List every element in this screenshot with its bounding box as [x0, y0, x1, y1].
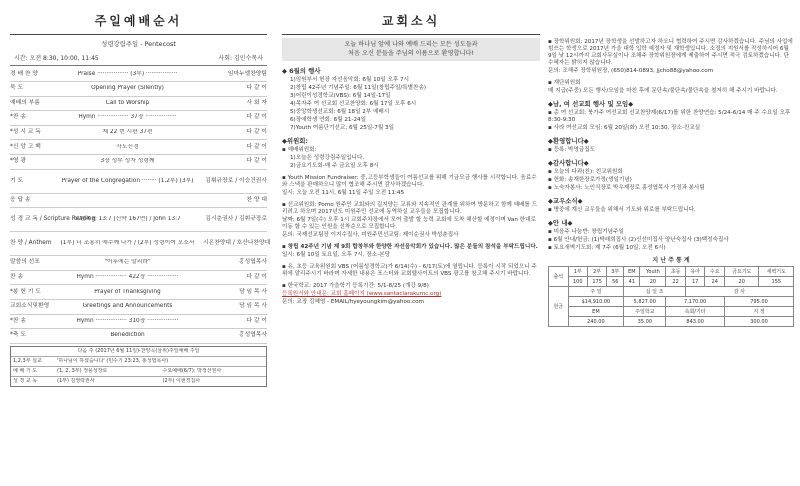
order-item-label: *영 광 — [10, 158, 26, 165]
korean-school-link[interactable]: 등록원서와 안내문: 교회 홈페이지 (www.santaclarakumc.org) — [282, 290, 442, 297]
committee-heading: ◆위원회: — [282, 137, 308, 146]
member-news-item: ▪ 병중에 계신 교우들을 위해서 기도와 위로를 부탁드립니다. — [548, 206, 696, 213]
mission-society — [548, 100, 794, 132]
order-item-leader: 담 임 목 사 — [239, 303, 267, 310]
order-row — [10, 68, 267, 83]
service-times-bar — [10, 53, 267, 66]
anniversary-concert — [282, 244, 540, 259]
order-item-detail: Prayer of the Congregation ········ (1,2부) (3부) — [61, 177, 194, 184]
order-item-label: *축 도 — [10, 332, 26, 339]
missions-contact: 문의: 국제선교팀장 이지수집사, 미원주민선교팀: 제이순권사 박성춘집사 — [282, 232, 459, 239]
order-item-leader: 다 같 이 — [246, 143, 267, 150]
greeting-line-1: 오늘 하나님 앞에 나와 예배 드리는 모든 성도들과 — [344, 41, 478, 48]
notice-cell: 1,2,3부 설교 — [13, 358, 42, 365]
order-row — [10, 194, 267, 209]
missions-date: 날짜: 6월 7일(수) 오후 1시 교회주차장에서 모여 출발 할 능력 교회에 도착 해산할 예정이며 Van 한대로 이동 할 수 있는 인원을 선착순으로 모집합니다. — [282, 217, 536, 231]
service-times: 시간: 오전 8:30, 10:00, 11:45 — [14, 55, 99, 62]
stats-cell: EM — [568, 307, 624, 317]
welcome-item: ▪ 등록: 박영금집도 — [548, 146, 596, 153]
order-row — [10, 126, 267, 141]
stats-cell: EM — [624, 267, 640, 277]
stats-cell: 십 일 조 — [624, 287, 686, 297]
announcements-column — [548, 0, 794, 486]
mission-society-item-1: ▪ 총 여 선교회: 북가주 여선교회 선교찬양제(6/17)를 위한 찬양연습: 5/24-6/14 매 주 수요일 오후 8:30-9:30 — [548, 109, 791, 123]
worship-committee-label: ▪ 예배위원회: — [282, 147, 317, 154]
service-presider: 사회: 김인수목사 — [218, 55, 263, 62]
stats-cell: 새벽기도 — [759, 267, 794, 277]
mission-society-heading: ◆남, 여 선교회 행사 및 모임◆ — [548, 99, 634, 108]
right-top-spacer — [548, 0, 794, 38]
order-item-label: 기 도 — [10, 177, 24, 184]
stats-cell: 20 — [725, 277, 759, 287]
notice-cell: 예 배 기 도 — [13, 368, 38, 375]
order-item-detail: Prayer of Thanksgiving — [94, 288, 161, 295]
order-item-label: *신 앙 고 백 — [10, 143, 41, 150]
stats-cell: 35.00 — [624, 317, 666, 327]
order-item-leader: 사 회 자 — [246, 99, 267, 106]
order-item-label: 묵 도 — [10, 85, 24, 92]
stats-cell: $14,910.00 — [568, 297, 624, 307]
mission-society-item-2: ▪ 사라 여선교회 모임: 6월 20일(화) 오전 10:30, 장소-친교실 — [548, 124, 701, 131]
stats-cell: 2부 — [587, 267, 606, 277]
guide-section — [548, 219, 794, 252]
stats-cell: 24 — [705, 277, 725, 287]
order-item-label: *찬 송 — [10, 114, 26, 121]
order-item-label: *봉 헌 기 도 — [10, 288, 41, 295]
stats-cell: 금요기도 — [725, 267, 759, 277]
june-event-item: 6)장애학생 연회: 6월 21-24일 — [290, 117, 367, 124]
member-news-heading: ◆교우소식◆ — [548, 196, 583, 205]
order-row — [10, 285, 267, 300]
order-item-leader: 시온찬양대 / 호산나찬양대 — [203, 240, 271, 247]
stats-cell: 수요 — [705, 267, 725, 277]
stats-cell: 감 사 — [685, 287, 793, 297]
thanks-item-1: ▪ 오늘의 다과(친): 친교위원회 — [548, 168, 623, 175]
order-item-leader: 다 같 이 — [246, 85, 267, 92]
order-item-detail: Benediction — [110, 332, 145, 339]
worship-item-2: 2)금요기도회-매 주 금요일 오후 8시 — [290, 163, 379, 170]
order-item-leader: 임마누엘찬양팀 — [227, 70, 267, 77]
stats-cell: 3부 — [607, 267, 624, 277]
youth-fundraiser — [282, 175, 540, 197]
korean-school-contact: 문의: 교장 김혜영 - EMAIL/hyeyoungkim@yahoo.com — [282, 298, 424, 305]
order-item-leader: 김휘규장로 / 이승건권사 — [205, 177, 267, 184]
order-item-detail: Hymn ················· 37장 ················· — [78, 114, 177, 121]
anniversary-time: 일시: 6월 10일 토요일, 오후 7시, 장소-본당 — [282, 252, 391, 259]
order-item-detail: (1부) 너 조용히 예수께 나가 / (2부) 성령이여 오소서 — [60, 240, 195, 247]
order-item-detail: 제 22 번 시편 37편 — [102, 129, 153, 136]
june-events-heading: ◆ 6월의 행사 — [282, 67, 321, 76]
stats-cell: 22 — [666, 277, 686, 287]
june-event-item: 7)Youth 여름단기선교: 6월 25일-7월 3일 — [290, 125, 394, 132]
next-week-notice — [10, 346, 267, 387]
anniversary-text: ▪ 창립 42주년 기념 제 9회 합창부와 한양한 자선음악회가 있습니다. 많은 분들의 참석을 부탁드립니다. — [282, 244, 538, 251]
order-item-detail: Hymn ················· 310장 ················· — [76, 317, 179, 324]
guide-heading: ◆안 내◆ — [548, 218, 573, 227]
order-of-worship-title: 주일예배순서 — [94, 14, 183, 28]
june-event-item: 2)창립 42주년 기념주일: 6월 11일(창립주일/특별찬송) — [290, 85, 427, 92]
order-item-label: 찬 양 / Anthem — [10, 240, 52, 247]
committee-section — [282, 137, 540, 170]
order-row — [10, 329, 267, 344]
order-item-leader: 다 같 이 — [246, 114, 267, 121]
stats-cell: 주 일 — [568, 287, 624, 297]
stats-cell: 300.00 — [725, 317, 794, 327]
youth-fundraiser-time: 일시: 오늘 오전 11시, 6월 11일 주일 오전 11:45 — [282, 190, 405, 197]
order-item-label: 말씀의 선포 — [10, 259, 40, 266]
title-rule — [10, 34, 267, 35]
thanks-heading: ◆감사합니다◆ — [548, 158, 589, 167]
notice-row — [11, 347, 266, 357]
notice-cell: (2부) 이현경집사 — [162, 378, 201, 385]
order-item-leader: 다 같 이 — [246, 274, 267, 281]
stats-cell: 헌금 — [549, 287, 569, 327]
order-row — [10, 155, 267, 170]
guide-item-3: ▪ 토요새벽기도회: 제 7주 (6월 10일, 오전 6시) — [548, 244, 666, 251]
order-list — [10, 68, 271, 344]
order-item-detail: "이후에는 알리라" — [104, 259, 151, 266]
order-of-worship-column — [10, 0, 271, 486]
church-news-title: 교회소식 — [381, 14, 441, 28]
stats-cell: 7,170.00 — [666, 297, 725, 307]
order-item-detail: Call to Worship — [105, 99, 150, 106]
order-row — [10, 208, 267, 232]
stats-heading: 지 난 주 통 계 — [652, 256, 690, 264]
notice-cell: 성 경 교 독 — [13, 378, 38, 385]
offering-labels-row — [549, 287, 794, 297]
thanks-section — [548, 159, 794, 192]
notice-cell: (1, 2, 3부) 정용성장로 — [57, 368, 108, 375]
order-row — [10, 140, 267, 155]
greeting-line-2: 처음 오신 분들을 주님의 이름으로 환영합니다! — [348, 49, 474, 57]
stats-cell: 843.00 — [666, 317, 725, 327]
order-item-label: *찬 송 — [10, 317, 26, 324]
stats-cell: 속회/기타 — [666, 307, 725, 317]
order-row — [10, 300, 267, 315]
foundation-label: ▪ 재단위원회 — [548, 79, 581, 86]
scholarship-text: ▪ 장학위원회: 2017년 장학생을 선발하고자 하오니 협력하여 주시면 감사하겠습니다. 주님의 사업에 힘쓰는 학생으로 2017년 가을 대학 입학 예정자 및 재학생입니다. 소정의 지원서를 작성하시어 6월 9일 낮 12시까지 교회사무실이나 조해주 장학위원장에게 제출하여 주시면 적극 검토하겠습니다. 단 수혜자는 밝히지 않습니다. — [548, 39, 793, 66]
worship-item-1: 1)오늘은 성령강림주일입니다. — [290, 155, 365, 162]
order-item-leader: 김시춘권사 / 김휘규장로 — [205, 216, 267, 223]
stats-cell: 유아 — [685, 267, 705, 277]
order-item-detail: 3장 성부 성자 성령께 — [100, 158, 155, 165]
order-item-leader: 다 같 이 — [246, 158, 267, 165]
vbs-text: ▪ 유, 초등 교육위원회 VBS (어름성경학교)가 6/14(수) - 6/17(토)에 열립니다. 등록이 시작 되었으니 주위에 알리주시기 바라며 자세한 내용은 포스터와 교회웹사이트의 VBS 광고를 참고해 주시기 바랍니다. — [282, 264, 537, 278]
stats-cell: 100 — [568, 277, 587, 287]
vbs-notice — [282, 264, 540, 278]
stats-cell: 1부 — [568, 267, 587, 277]
stats-cell: 175 — [587, 277, 606, 287]
order-item-label: *성 시 교 독 — [10, 129, 41, 136]
order-item-leader: 찬 양 대 — [246, 196, 267, 203]
stats-cell: 5,827.00 — [624, 297, 666, 307]
church-news-column — [282, 0, 540, 486]
order-item-detail: Greetings and Announcements — [82, 303, 173, 310]
missions-text: ▪ 선교위원회: Pomo 원주민 교회와의 길지양는 교류와 지속적인 관계를 위하여 방문하고 함께 예배를 드리려고 하오며 2017년도 미원주민 선교에 동역하실 교우들을 모집합니다. — [282, 202, 537, 216]
order-item-leader: 다 같 이 — [246, 129, 267, 136]
order-item-label: 성 경 교 독 / Scripture Reading — [10, 216, 96, 223]
korean-school — [282, 283, 540, 306]
scholarship-contact: 문의: 조해주 장학위원장, (650)814-0893, jjcho88@yahoo.com — [548, 67, 714, 74]
order-item-label: 예배의 부름 — [10, 99, 40, 106]
notice-row — [11, 367, 266, 377]
foundation-committee — [548, 80, 794, 95]
order-item-label: 경 배 찬 양 — [10, 70, 38, 77]
notice-row — [11, 377, 266, 386]
order-item-detail: 사도신경 — [116, 143, 139, 150]
notice-cell: 다음 주 (2017년 6월 11일)-찬양곡(삼위)주일예배 주일 — [77, 348, 200, 355]
stats-cell: 155 — [759, 277, 794, 287]
order-item-leader: 다 같 이 — [246, 317, 267, 324]
june-event-item: 4)목자주 여 선교회 선교찬양회: 6월 17일 오후 6시 — [290, 101, 417, 108]
thanks-item-3: ▪ 노숙자봉사: 노인식장로 박우제장로 홍성엽목사 가정과 봉사팀 — [548, 184, 705, 191]
order-row — [10, 315, 267, 330]
notice-row — [11, 357, 266, 367]
stats-cell: 41 — [624, 277, 640, 287]
stats-cell: 795.00 — [725, 297, 794, 307]
stats-cell: Youth — [640, 267, 666, 277]
youth-fundraiser-text: ▪ Youth Mission Fundraiser: 중,고등부학생들이 여름선교를 위해 기금모금 행사를 시작합니다. 음료수와 스낵을 판매하오니 많이 협조해 주시면 감사하겠습니다. — [282, 175, 537, 189]
welcome-greeting — [282, 38, 540, 61]
offering-values2-row — [549, 317, 794, 327]
stats-cell: 240.00 — [568, 317, 624, 327]
notice-cell: 수요예배(6/7): 박정선권사 — [162, 368, 222, 375]
order-item-label: 응 답 송 — [10, 196, 31, 203]
june-events — [282, 67, 540, 132]
stats-cell: 지 정 — [725, 307, 794, 317]
order-row — [10, 97, 267, 112]
guide-item-1: ▪ 미음주 나눔반: 창립기념주일 — [548, 228, 624, 235]
attendance-labels-row — [549, 267, 794, 277]
june-events-list — [282, 77, 540, 132]
order-item-detail: Hymn ················· 422장 ················· — [76, 274, 179, 281]
june-event-item: 5)중앙학생선교회: 6월 18일 2부 예배시 — [290, 109, 390, 116]
title-rule — [282, 34, 540, 35]
welcome-section — [548, 137, 794, 154]
weekly-stats-table — [548, 266, 794, 327]
order-row — [10, 232, 271, 256]
stats-cell: 주일학교 — [624, 307, 666, 317]
stats-cell: 17 — [685, 277, 705, 287]
foundation-text: 매 지급(주중) 모든 행사/모임을 마친 후에 문단속/불단속/물단속을 철저히 해 주시기 바랍니다. — [548, 87, 778, 94]
offering-labels2-row — [549, 307, 794, 317]
attendance-values-row — [549, 277, 794, 287]
june-event-item: 3)어린이성경학교(VBS): 6월 14일-17일 — [290, 93, 391, 100]
missions-committee — [282, 202, 540, 239]
guide-item-2: ▪ 6월 안내/헌금: (1)박래희집사 (2)신선미집사 양난숙집사 (3)백정숙집사 — [548, 236, 729, 243]
thanks-item-2: ▪ 헌화: 송재한장로가정(생일기념) — [548, 176, 632, 183]
order-row — [10, 271, 267, 286]
june-event-item: 1)임원부서 헌장 자선음악회: 6월 10일 오후 7시 — [290, 77, 409, 84]
stats-cell: 56 — [607, 277, 624, 287]
order-item-leader: 담 임 목 사 — [239, 288, 267, 295]
order-row — [10, 111, 267, 126]
order-row — [10, 170, 267, 194]
korean-school-text: ▪ 한국학교: 2017 가을학기 등록기간: 5/1-8/25 (개강 9/8) — [282, 283, 429, 289]
welcome-heading: ◆환영합니다◆ — [548, 136, 589, 145]
notice-cell: (1부) 김영락권사 — [57, 378, 95, 385]
notice-cell: '하나님이 하셨습니다' (민수기 23:23, 홍성엽목사) — [57, 358, 169, 365]
member-news-section — [548, 197, 794, 214]
order-item-detail: Praise ················· (3부) ················· — [77, 70, 178, 77]
stats-cell: 20 — [640, 277, 666, 287]
order-item-detail: Opening Prayer (Silently) — [91, 85, 164, 92]
order-item-label: 교회소식및환영 — [10, 303, 50, 310]
order-item-detail: 요한복음 13:7 (신약 167면) / John 13:7 — [74, 216, 181, 223]
scholarship-committee — [548, 39, 794, 75]
offering-values-row — [549, 297, 794, 307]
order-item-leader: 홍성엽목사 — [239, 259, 267, 266]
order-item-leader: 홍성엽목사 — [239, 332, 267, 339]
order-row — [10, 82, 267, 97]
order-row — [10, 256, 267, 271]
order-item-label: 찬 송 — [10, 274, 24, 281]
stats-cell: 출석 — [549, 267, 569, 287]
service-subtitle: 성령강림주일 - Pentecost — [101, 40, 176, 48]
stats-cell: 초등 — [666, 267, 686, 277]
